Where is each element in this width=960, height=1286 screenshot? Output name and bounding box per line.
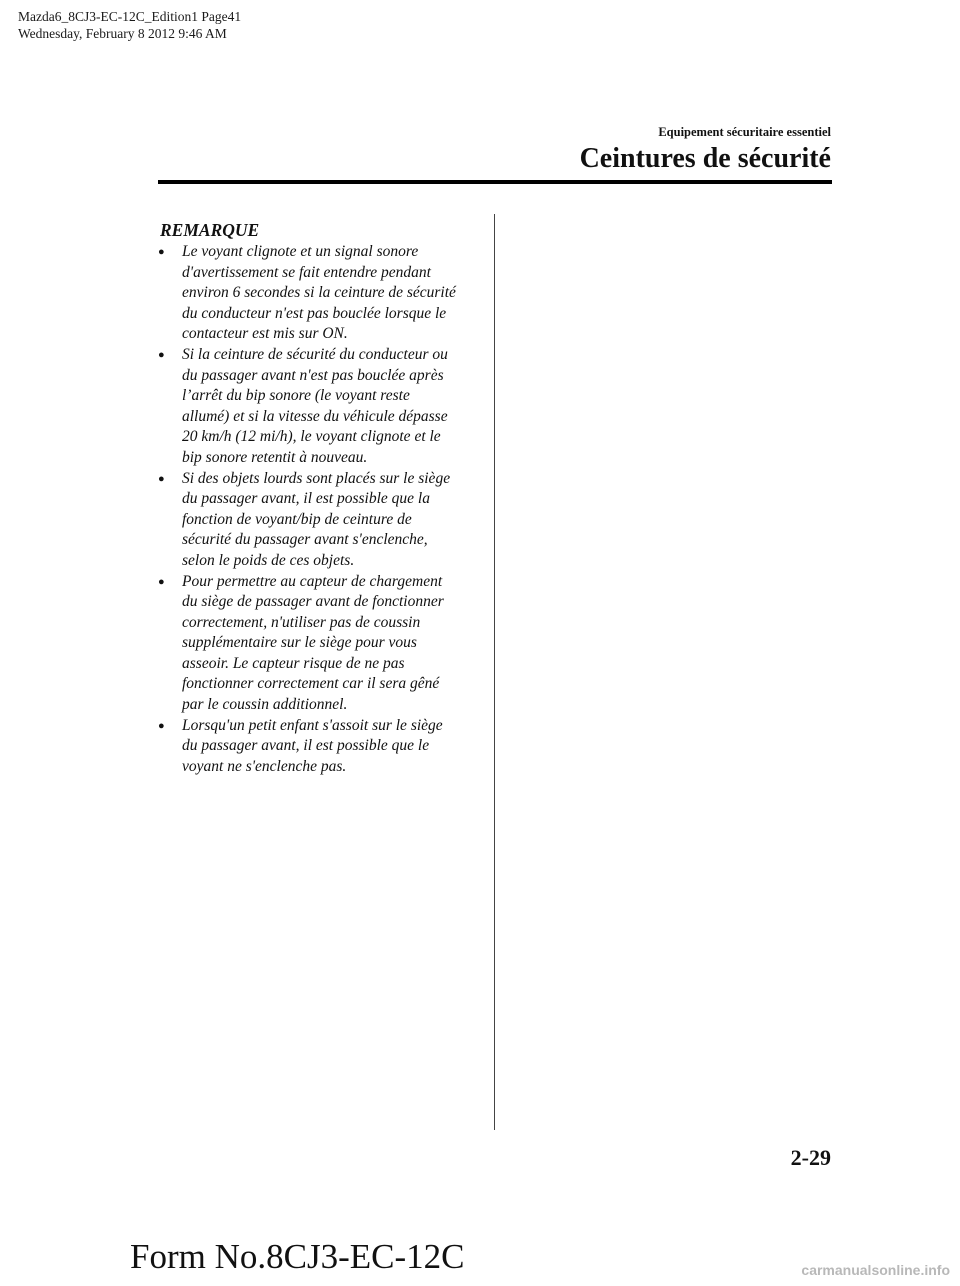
note-line: bip sonore retentit à nouveau. bbox=[182, 448, 368, 466]
note-line: du passager avant n'est pas bouclée après bbox=[182, 366, 444, 384]
header-rule bbox=[158, 180, 832, 184]
note-line: Pour permettre au capteur de chargement bbox=[182, 572, 443, 590]
note-line: asseoir. Le capteur risque de ne pas bbox=[182, 654, 405, 672]
note-heading: REMARQUE bbox=[160, 220, 260, 240]
note-line: du passager avant, il est possible que la bbox=[182, 490, 430, 508]
note-item bbox=[158, 242, 488, 345]
note-line: Si la ceinture de sécurité du conducteur ou bbox=[182, 345, 448, 363]
note-block bbox=[158, 219, 488, 777]
bullet-icon: ● bbox=[158, 348, 165, 361]
note-line: Lorsqu'un petit enfant s'assoit sur le siège bbox=[182, 716, 443, 734]
note-line: du siège de passager avant de fonctionner bbox=[182, 593, 444, 611]
note-item bbox=[158, 716, 488, 778]
note-line: supplémentaire sur le siège pour vous bbox=[182, 634, 417, 652]
print-stamp-line-1: Mazda6_8CJ3-EC-12C_Edition1 Page41 bbox=[18, 9, 242, 24]
section-header bbox=[580, 124, 831, 176]
form-number: Form No.8CJ3-EC-12C bbox=[130, 1237, 465, 1276]
bullet-icon: ● bbox=[158, 575, 165, 588]
note-item bbox=[158, 572, 488, 716]
watermark-link[interactable]: carmanualsonline.info bbox=[801, 1262, 950, 1278]
note-line: contacteur est mis sur ON. bbox=[182, 325, 348, 343]
note-item bbox=[158, 469, 488, 572]
note-line: Si des objets lourds sont placés sur le siège bbox=[182, 469, 451, 487]
note-line: l’arrêt du bip sonore (le voyant reste bbox=[182, 387, 410, 405]
bullet-icon: ● bbox=[158, 719, 165, 732]
note-line: environ 6 secondes si la ceinture de sécurité bbox=[182, 284, 456, 302]
bullet-icon: ● bbox=[158, 246, 165, 258]
note-line: d'avertissement se fait entendre pendant bbox=[182, 263, 431, 281]
note-line: voyant ne s'enclenche pas. bbox=[182, 757, 347, 775]
note-line: selon le poids de ces objets. bbox=[182, 551, 355, 569]
note-line: par le coussin additionnel. bbox=[182, 696, 348, 714]
note-line: allumé) et si la vitesse du véhicule dépasse bbox=[182, 407, 448, 425]
note-list bbox=[158, 242, 488, 777]
note-line: correctement, n'utiliser pas de coussin bbox=[182, 613, 421, 631]
page-title: Ceintures de sécurité bbox=[579, 143, 831, 174]
note-line: fonctionner correctement car il sera gêné bbox=[182, 675, 440, 693]
column-divider bbox=[494, 214, 495, 1130]
bullet-icon: ● bbox=[158, 472, 165, 485]
note-line: sécurité du passager avant s'enclenche, bbox=[182, 531, 428, 549]
note-line: du conducteur n'est pas bouclée lorsque le bbox=[182, 304, 447, 322]
print-stamp bbox=[18, 8, 241, 42]
page-number: 2-29 bbox=[790, 1145, 831, 1170]
section-subtitle: Equipement sécuritaire essentiel bbox=[658, 125, 831, 139]
note-line: Le voyant clignote et un signal sonore bbox=[182, 243, 419, 260]
note-line: du passager avant, il est possible que le bbox=[182, 737, 430, 755]
note-line: fonction de voyant/bip de ceinture de bbox=[182, 510, 412, 528]
note-item bbox=[158, 345, 488, 469]
note-line: 20 km/h (12 mi/h), le voyant clignote et le bbox=[182, 428, 441, 446]
print-stamp-line-2: Wednesday, February 8 2012 9:46 AM bbox=[18, 26, 227, 41]
